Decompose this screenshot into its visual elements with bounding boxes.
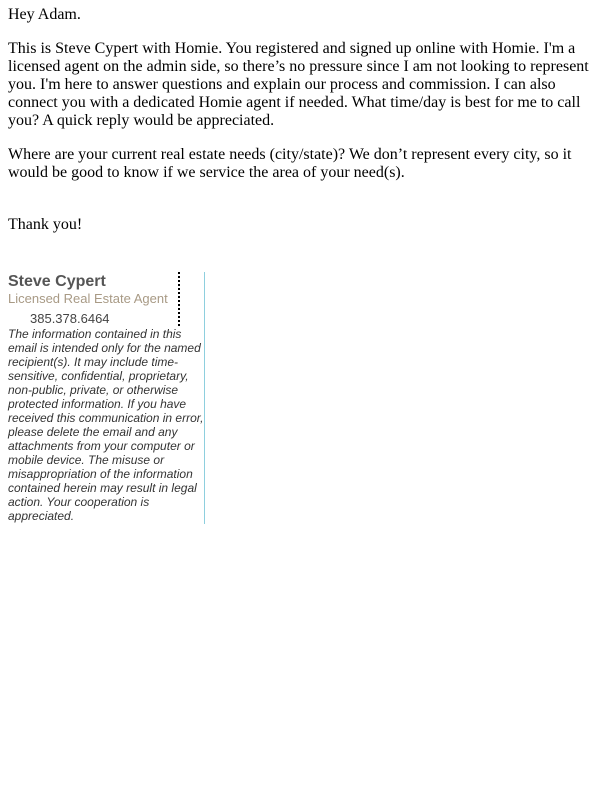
greeting: Hey Adam. — [8, 6, 81, 23]
signature-phone[interactable]: 385.378.6464 — [30, 311, 110, 326]
email-body — [8, 6, 592, 250]
signature-header — [8, 272, 180, 326]
confidentiality-disclaimer: The information contained in this email is intended only for the named recipient(s). It may include time-sensitive, confidential, proprietary, non-public, private, or otherwise protected information. If you have received this communication in error, please delete the email and any attachments from your computer or mobile device. The misuse or misappropriation of the information contained herein may result in legal action. Your cooperation is appreciated. — [8, 327, 204, 523]
closing: Thank you! — [8, 216, 83, 233]
email-signature — [8, 272, 205, 524]
body-paragraph-1: This is Steve Cypert with Homie. You registered and signed up online with Homie. I'm a licensed agent on the admin side, so there’s no pressure since I am not looking to represent you. I'm here to answer questions and explain our process and commission. I can also connect you with a dedicated Homie agent if needed. What time/day is best for me to call you? A quick reply would be appreciated. — [8, 40, 589, 129]
signature-title: Licensed Real Estate Agent — [8, 291, 168, 306]
body-paragraph-2: Where are your current real estate needs (city/state)? We don’t represent every city, so it would be good to know if we service the area of your need(s). — [8, 146, 572, 181]
signature-name: Steve Cypert — [8, 273, 106, 290]
